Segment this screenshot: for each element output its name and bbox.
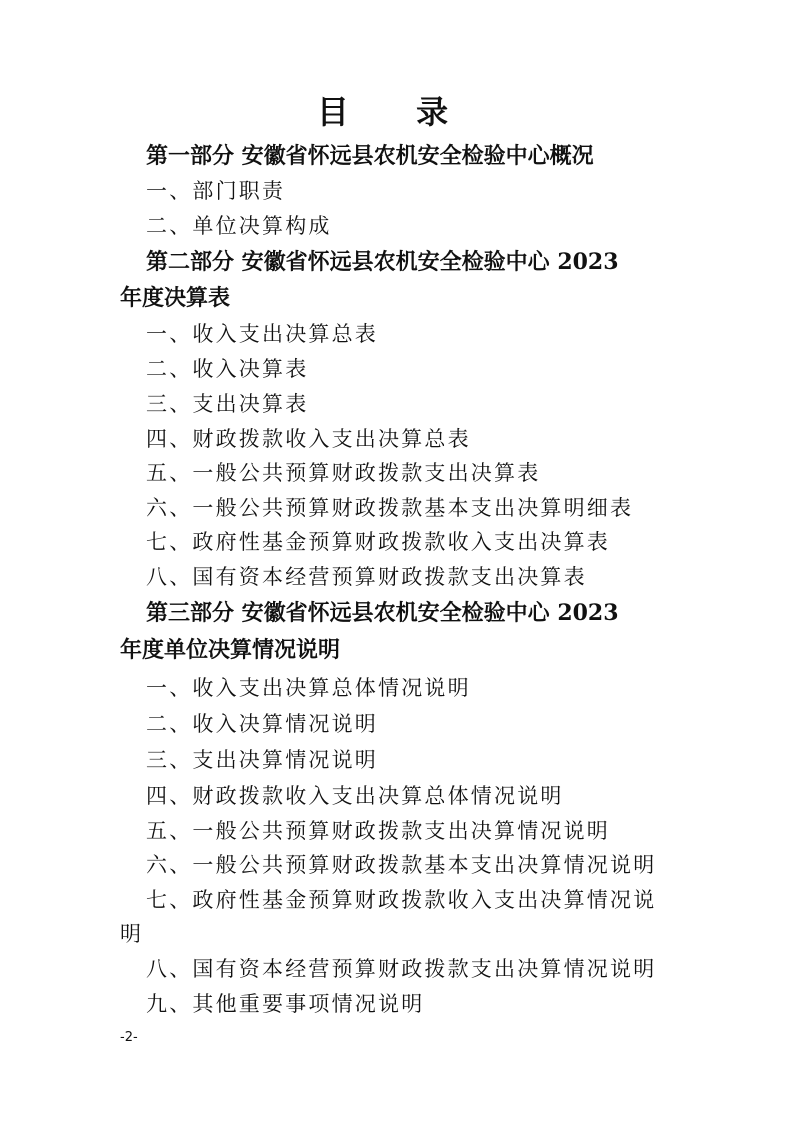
- part3-heading-line1: 第三部分 安徽省怀远县农机安全检验中心 2023: [146, 600, 619, 626]
- toc-item: 五、一般公共预算财政拨款支出决算表: [146, 461, 541, 485]
- toc-item: 八、国有资本经营预算财政拨款支出决算表: [146, 565, 587, 589]
- toc-item: 五、一般公共预算财政拨款支出决算情况说明: [146, 819, 610, 843]
- toc-item: 一、部门职责: [146, 179, 286, 203]
- toc-item: 六、一般公共预算财政拨款基本支出决算情况说明: [146, 853, 657, 877]
- part1-heading: 第一部分 安徽省怀远县农机安全检验中心概况: [146, 143, 594, 169]
- toc-item-continuation: 明: [120, 922, 144, 946]
- toc-item: 七、政府性基金预算财政拨款收入支出决算表: [146, 530, 610, 554]
- toc-item: 二、单位决算构成: [146, 214, 332, 238]
- toc-item: 二、收入决算情况说明: [146, 712, 378, 736]
- part3-heading-line2: 年度单位决算情况说明: [120, 637, 341, 663]
- toc-item: 九、其他重要事项情况说明: [146, 992, 425, 1016]
- part2-heading-line1: 第二部分 安徽省怀远县农机安全检验中心 2023: [146, 249, 619, 275]
- page-number: -2-: [120, 1030, 138, 1045]
- toc-item: 八、国有资本经营预算财政拨款支出决算情况说明: [146, 957, 657, 981]
- toc-item: 一、收入支出决算总表: [146, 322, 378, 346]
- toc-item: 四、财政拨款收入支出决算总表: [146, 427, 471, 451]
- page-title: 目 录: [316, 93, 477, 131]
- part2-heading-line2: 年度决算表: [120, 285, 231, 311]
- toc-item: 二、收入决算表: [146, 357, 309, 381]
- toc-item: 七、政府性基金预算财政拨款收入支出决算情况说: [146, 888, 657, 912]
- toc-item: 四、财政拨款收入支出决算总体情况说明: [146, 784, 564, 808]
- toc-item: 三、支出决算表: [146, 392, 309, 416]
- toc-item: 六、一般公共预算财政拨款基本支出决算明细表: [146, 496, 634, 520]
- toc-item: 一、收入支出决算总体情况说明: [146, 676, 471, 700]
- toc-item: 三、支出决算情况说明: [146, 748, 378, 772]
